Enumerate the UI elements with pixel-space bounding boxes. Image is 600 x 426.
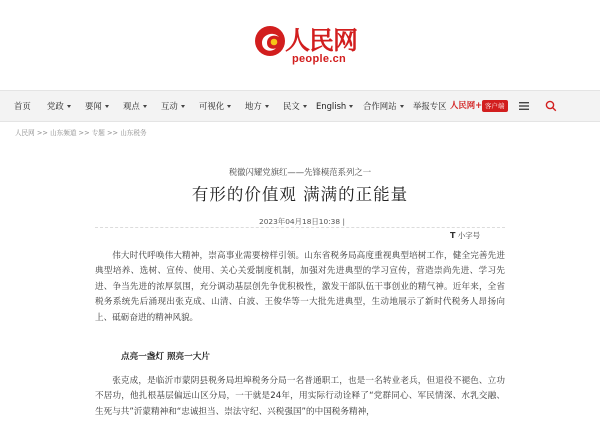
breadcrumb-item[interactable]: 专题 (91, 129, 105, 137)
client-logo: 人民网+ (450, 100, 483, 110)
nav-item-english[interactable]: English (316, 91, 353, 121)
article-paragraph: 伟大时代呼唤伟大精神，崇高事业需要榜样引领。山东省税务局高度重视典型培树工作，健全完善先进典型培养、选树、宣传、使用、关心关爱制度机制，加强对先进典型的学习宣传，营造崇尚先进、学习先进、争当先进的浓厚氛围，充分调动基层创先争优积极性，激发干部队伍干事创业的精气神。近年来，全省税务系统先后涌现出张克成、山清、白波、王俊华等一大批先进典型，生动地展示了新时代税务人昂扬向上、砥砺奋进的精神风貌。 (95, 251, 505, 323)
divider (95, 227, 505, 228)
logo-swirl-icon (252, 23, 288, 59)
article-paragraph: 张克成，是临沂市蒙阴县税务局坦埠税务分局一名普通职工，也是一名转业老兵，但退役不褪色、立功不居功，他扎根基层偏远山区分局，一干就是24年，用实际行动诠释了“党群同心、军民情深、水乳交融、生死与共”沂蒙精神和“忠诚担当、崇法守纪、兴税强国”的中国税务精神， (95, 376, 505, 417)
article-pre-title: 税徽闪耀党旗红——先锋模范系列之一 (228, 167, 372, 177)
logo-text-cn: 人民网 (285, 26, 358, 55)
font-size-toggle[interactable] (450, 230, 480, 241)
nav-item-visual[interactable]: 可视化 (199, 91, 231, 121)
nav-item-report[interactable]: 举报专区 (413, 101, 447, 111)
site-header (0, 0, 600, 90)
article-title: 有形的价值观 满满的正能量 (191, 185, 409, 204)
logo-text-en: people.cn (292, 53, 347, 65)
nav-item-interact[interactable]: 互动 (161, 91, 185, 121)
breadcrumb-item[interactable]: 山东频道 (50, 129, 77, 137)
nav-item-opinion[interactable]: 观点 (123, 91, 147, 121)
menu-icon[interactable] (518, 100, 530, 112)
nav-item-partners[interactable]: 合作网站 (363, 91, 404, 121)
publish-datetime: 2023年04月18日10:38 (259, 217, 341, 226)
nav-item-local[interactable]: 地方 (245, 91, 269, 121)
nav-item-ethnic[interactable]: 民文 (283, 91, 307, 121)
client-app-link[interactable] (450, 99, 508, 113)
breadcrumb: 人民网 >> 山东频道 >> 专题 >> 山东税务 (15, 129, 147, 137)
client-badge: 客户端 (482, 100, 508, 112)
text-size-icon: T (450, 231, 456, 240)
font-size-label: 小字号 (457, 231, 481, 240)
breadcrumb-item[interactable]: 人民网 (15, 129, 35, 137)
site-logo[interactable] (252, 20, 372, 70)
main-nav (0, 90, 600, 122)
nav-item-home[interactable]: 首页 (14, 101, 31, 111)
search-icon[interactable] (545, 100, 557, 112)
chevron-down-icon (349, 105, 353, 108)
nav-item-news[interactable]: 要闻 (85, 91, 109, 121)
chevron-down-icon (181, 105, 185, 108)
article-subhead: 点亮一盏灯 照亮一大片 (121, 352, 210, 362)
chevron-down-icon (303, 105, 307, 108)
chevron-down-icon (67, 105, 71, 108)
chevron-down-icon (265, 105, 269, 108)
breadcrumb-item[interactable]: 山东税务 (120, 129, 147, 137)
chevron-down-icon (105, 105, 109, 108)
chevron-down-icon (143, 105, 147, 108)
chevron-down-icon (400, 105, 404, 108)
nav-item-party[interactable]: 党政 (47, 91, 71, 121)
chevron-down-icon (227, 105, 231, 108)
article-meta: 2023年04月18日10:38 | (259, 217, 345, 226)
